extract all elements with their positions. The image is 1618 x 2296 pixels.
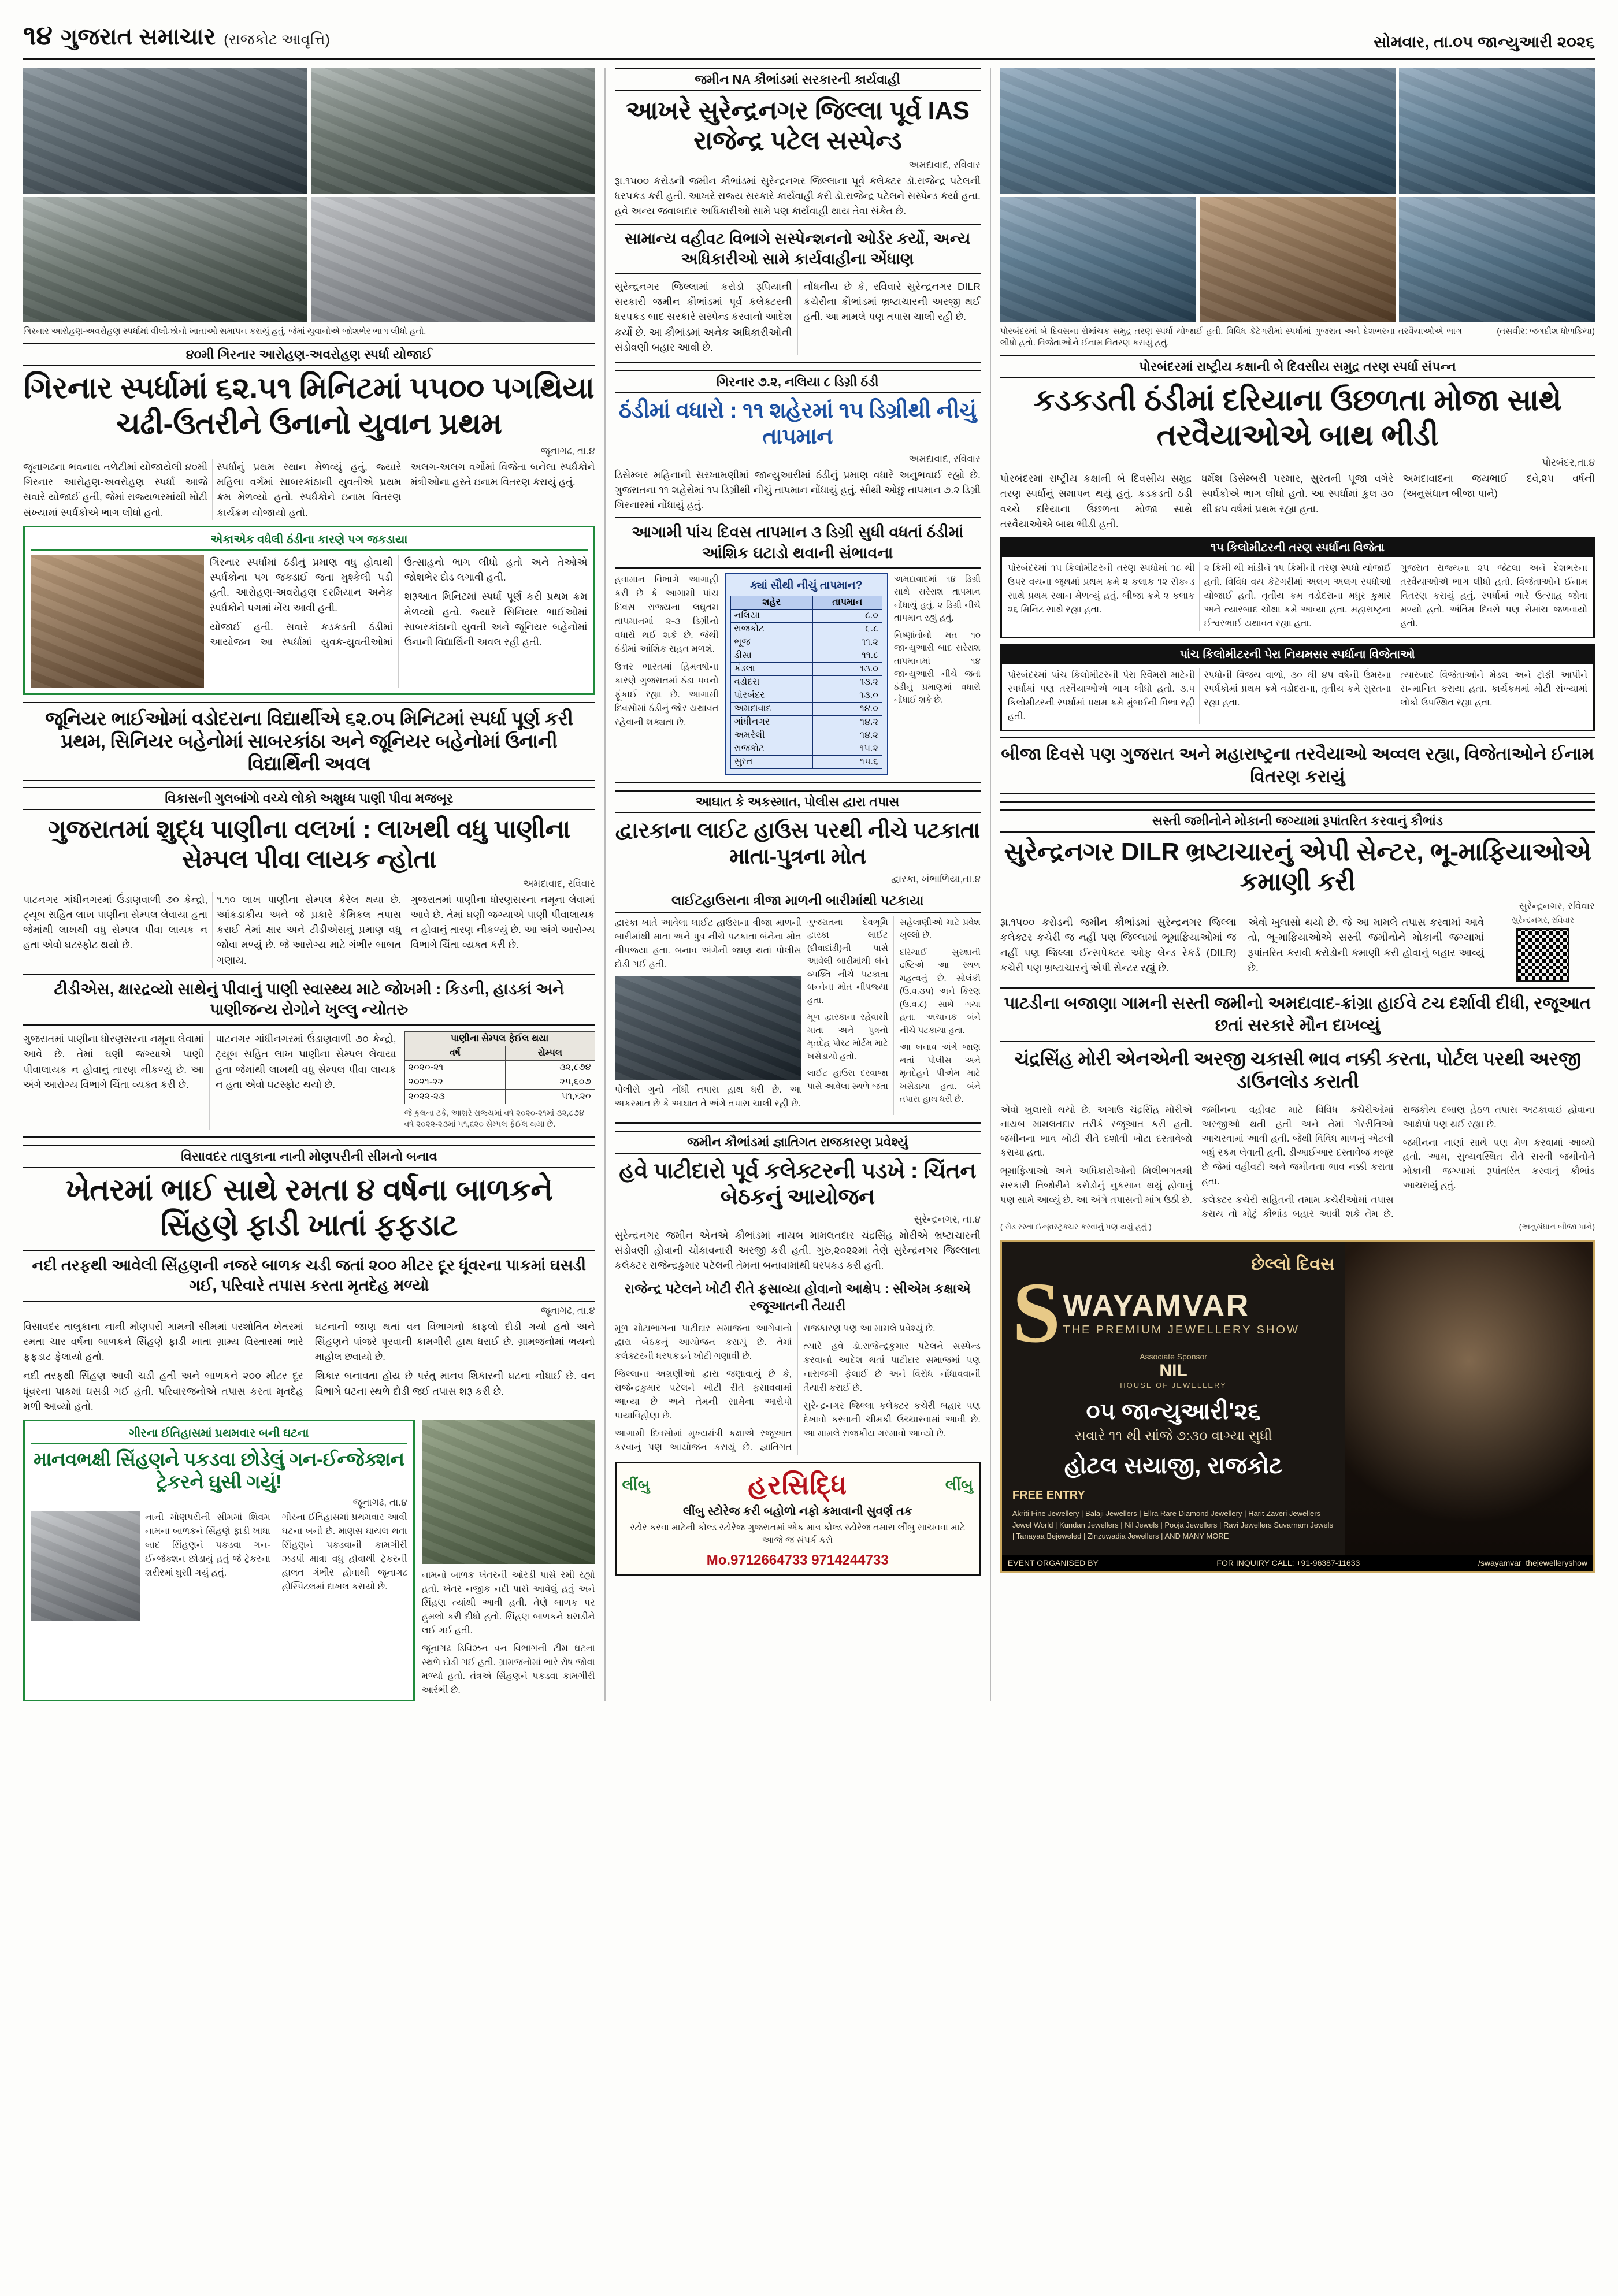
- patidar-body-2: [615, 1322, 981, 1455]
- photo-swimmer-portrait: [1200, 197, 1396, 322]
- lion-side-column: [422, 1420, 595, 1701]
- dwarka-kicker: આઘાત કે અકસ્માત, પોલીસ દ્વારા તપાસ: [615, 790, 981, 813]
- swim-kicker: પોરબંદરમાં રાષ્ટ્રીય કક્ષાની બે દિવસીય સમુદ્ર તરણ સ્પર્ધા સંપન્ન: [1000, 355, 1595, 378]
- dwarka-byline: દ્વારકા, ખંભાળિયા,તા.૪: [891, 874, 981, 885]
- temp-table: [730, 596, 882, 769]
- temp-row-1-city: રાજકોટ: [730, 623, 812, 636]
- lion-injection-para-1: નાની મોણપરીની સીમમાં શિવમ નામના બાળકને સિંહણે ફાડી ખાધા બાદ સિંહણને પકડવા ગન-ઈન્જેક્શન છોડાયું હતું જે ટ્રેકરના શરીરમાં ઘુસી ગયું હતું.: [145, 1513, 270, 1578]
- swayamvar-ad-social[interactable]: /swayamvar_thejewelleryshow: [1478, 1558, 1588, 1567]
- table-row: [730, 689, 882, 703]
- swim-winners-box-title: ૧૫ કિલોમીટરની તરણ સ્પર્ધાના વિજેતા: [1002, 539, 1593, 557]
- water-subhead: ટીડીએસ, ક્ષારદ્રવ્યો સાથેનું પીવાનું પાણી સ્વાસ્થ્ય માટે જોખમી : કિડની, હાડકાં અને પાણીજન્ય રોગોને ખુલ્લુ ન્યોતરુ: [23, 974, 595, 1026]
- table-row: [730, 636, 882, 649]
- temp-row-8-val: ૧૪.૨: [812, 716, 882, 729]
- na-subhead: સામાન્ય વહીવટ વિભાગે સસ્પેન્શનનો ઓર્ડર કર્યો, અન્ય અધિકારીઓ સામે કાર્યવાહીના એંધાણ: [615, 224, 981, 274]
- water-para-3: ગુજરાતમાં પાણીના ધોરણસરના નમૂના લેવામાં આવે છે. તેમાં ઘણી જગ્યાએ પાણી પીવાલાયક ન હોવાનું તારણ નીકળ્યું છે. આ અંગે આરોગ્ય વિભાગે ચિંતા વ્યક્ત કરી છે.: [410, 893, 595, 951]
- water-table-wrap: [404, 1031, 595, 1130]
- temp-th-city: શહેર: [730, 596, 812, 610]
- dwarka-side-5: આ બનાવ અંગે જાણ થતાં પોલીસ અને મૃતદેહને પીએમ માટે ખસેડાયા હતા. બંને તપાસ હાથ ધરી છે.: [899, 1042, 981, 1105]
- temp-row-1-val: ૯.૮: [812, 623, 882, 636]
- table-row: [730, 623, 882, 636]
- column-left: [23, 68, 595, 1701]
- photo-swimmers-group: [1399, 197, 1595, 322]
- lion-injection-byline: જૂનાગઢ, તા.૪: [352, 1497, 407, 1509]
- water-row-1-year: ૨૦૨૧-૨૨: [404, 1075, 506, 1090]
- swim-winners-box: [1000, 537, 1595, 638]
- dilr-subhead-2: ચંદ્રસિંહ મોરી એનએની અરજી ચકાસી ભાવ નક્કી કરતા, પોર્ટલ પરથી અરજી ડાઉનલોડ કરાતી: [1000, 1048, 1595, 1098]
- dilr-byline: સુરેન્દ્રનગર, રવિવાર: [1519, 901, 1595, 912]
- swayamvar-ad-brand-list: Akriti Fine Jewellery | Balaji Jewellers | Ellra Rare Diamond Jewellery | Harit Zaveri Jewellers Jewel World | Kundan Jewellers | Nil Jewels | Pooja Jewellers | Ravi Jewellers Suvarnam Jewels | Tanayaa Bejeweled | Zinzuwadia Jewellers | AND MANY MORE: [1012, 1509, 1334, 1541]
- swayamvar-ad-brand: WAYAMVAR: [1063, 1288, 1250, 1324]
- temp-row-0-val: ૮.૦: [812, 610, 882, 623]
- dilr-headline: સુરેન્દ્રનગર DILR ભ્રષ્ટાચારનું એપી સેન્ટર, ભૂ-માફિયાઓએ કમાણી કરી: [1004, 838, 1591, 897]
- swayamvar-ad-time: સવારે ૧૧ થી સાંજે ૭:૩૦ વાગ્યા સુધી: [1074, 1428, 1272, 1444]
- temp-para-1: ડિસેમ્બર મહિનાની સરખામણીમાં જાન્યુઆરીમાં ઠંડીનું પ્રમાણ વધારે અનુભવાઈ રહ્યો છે. ગુજરાતના ૧૧ શહેરોમાં ૧૫ ડિગ્રીથી નીચું તાપમાન નોંધાયું હતું. સૌથી ઓછુ તાપમાન ૭.૨ ડિગ્રી ગિરનારમાં નોંધાયું હતું.: [614, 469, 981, 511]
- cold-weather-para-2: યોજાઈ હતી. સવારે કડકડતી ઠંડીમાં આયોજન આ સ્પર્ધામાં યુવક-યુવતીઓમાં ઉત્સાહનો ભાગ લીધો હતો અને તેઓએ જોશભેર દોડ લગાવી હતી.: [210, 556, 588, 648]
- table-row: [730, 610, 882, 623]
- patidar-para-5: ત્યારે હવે ડૉ.રાજેન્દ્રકુમાર પટેલને સસ્પેન્ડ કરવાનો આદેશ થતાં પાટીદાર સમાજમાં પણ નારાજગી ફેલાઈ છે અને વિરોધ નોંધાવવાની તૈયારી કરાઈ છે.: [803, 1342, 981, 1394]
- temp-row-6-city: પોરબંદર: [730, 689, 812, 703]
- water-sample-table: [404, 1031, 595, 1104]
- dilr-subhead: પાટડીના બજાણા ગામની સસ્તી જમીનો અમદાવાદ-ક્રાંગ્રા હાઈવે ટચ દર્શાવી દીધી, રજૂઆત છતાં સરકારે મૌન દાખવ્યું: [1000, 987, 1595, 1042]
- water-kicker: વિકાસની ગુલબાંગો વચ્ચે લોકો અશુધ્ધ પાણી પીવા મજબૂર: [23, 787, 595, 810]
- dilr-para-3: એવો ખુલાસો થયો છે. અગાઉ ચંદ્રસિંહ મોરીએ નાયબ મામલતદાર તરીકે રજૂઆત કરી હતી. જમીનના ભાવ ખોટી રીતે દર્શાવી ખોટા દસ્તાવેજો કરાયા હતા.: [1000, 1105, 1193, 1158]
- para-swim-para-2: સ્પર્ધાની વિજય વાળો, ૩૦ થી ૪૫ વર્ષની ઉંમરના સ્પર્ધકોમાં પ્રથમ ક્રમે વડોદરાના, તૃતીય ક્રમે સુરતના રહ્યા હતા.: [1204, 670, 1391, 708]
- temp-kicker: ગિરનાર ૭.૨, નલિયા ૮ ડિગ્રી ઠંડી: [615, 370, 981, 393]
- swim-para-3: અમદાવાદના જયભાઈ દવે,૨૫ વર્ષની (અનુસંધાન બીજા પાને): [1402, 473, 1595, 500]
- temp-subhead: આગામી પાંચ દિવસ તાપમાન ૩ ડિગ્રી સુધી વધતાં ઠંડીમાં આંશિક ઘટાડો થવાની સંભાવના: [615, 517, 981, 568]
- patidar-headline: હવે પાટીદારો પૂર્વ કલેક્ટરની પડખે : ચિંતન બેઠકનું આયોજન: [619, 1158, 977, 1209]
- water-para-5: પાટનગર ગાંધીનગરમાં ઉંડાણવાળી ૭૦ કેન્દ્રો, ટ્યૂબ સહિત લાખ પાણીના સેમ્પલ લેવાયા હતા જેમાંથી લાખથી વધુ સેમ્પલ પીવા લાયક ન હતા એવો ઘટસ્ફોટ થયો છે.: [215, 1033, 396, 1090]
- water-row-1-val: ૨૫,૬૦૭: [506, 1075, 595, 1090]
- temp-table-title: ક્યાં સૌથી નીચું તાપમાન?: [750, 579, 863, 592]
- dwarka-headline: દ્વારકાના લાઈટ હાઉસ પરથી નીચે પટકાતા માતા-પુત્રના મોત: [615, 819, 980, 870]
- masthead: [23, 20, 1595, 60]
- lion-para-4: શિકાર બનાવતા હોય છે પરંતુ માનવ શિકારની ઘટના નોંધાઈ છે. વન વિભાગે ઘટના સ્થળે દોડી જઈ તપાસ શરૂ કરી છે.: [314, 1370, 595, 1397]
- cold-weather-para-3: શરૂઆત મિનિટમાં સ્પર્ધા પૂર્ણ કરી પ્રથમ ક્રમ મેળવ્યો હતો. જ્યારે સિનિયર ભાઈઓમાં સાબરકાંઠાની યુવતી અને જૂનિયર બહેનોમાં ઉનાની વિદ્યાર્થિની અવલ રહી હતી.: [404, 590, 588, 648]
- na-body: [615, 173, 981, 219]
- dilr-footer-note: ( રોડ રસ્તા ઈન્ફ્રાસ્ટ્રક્ચર કરવાનું પણ થયું હતું ): [1000, 1222, 1152, 1232]
- water-body-2: [23, 1031, 396, 1130]
- page-columns: [23, 68, 1595, 1701]
- lion-side-para-2: જૂનાગઢ ડિવિઝન વન વિભાગની ટીમ ઘટના સ્થળે દોડી ગઈ હતી. ગ્રામજનોમાં ભારે રોષ જોવા મળ્યો હતો. તંત્રએ સિંહણને પકડવા કામગીરી આરંભી છે.: [421, 1644, 595, 1696]
- dwarka-side-4: દરિયાઈ સુરક્ષાની દ્રષ્ટિએ આ સ્થળ મહત્વનું છે. સોલંકી (ઉ.વ.૩૫) અને કિરણ (ઉ.વ.૮) સાથે ગયા હતા. અચાનક બંને નીચે પટકાયા હતા.: [899, 947, 981, 1035]
- qr-code-icon[interactable]: [1516, 928, 1569, 982]
- water-table-note: જે કુલના ટકે, આશરે રાજ્યમાં વર્ષ ૨૦૨૦-૨૧માં ૩૨,૮૭૪ વર્ષ ૨૦૨૨-૨૩માં ૫૧,૬૨૦ સેમ્પલ ફેઈલ થયા છે.: [404, 1108, 584, 1128]
- cold-weather-box: [23, 526, 595, 695]
- na-para-2: સુરેન્દ્રનગર જિલ્લામાં કરોડો રૂપિયાની સરકારી જમીન કૌભાંડમાં પૂર્વ કલેક્ટરની ધરપકડ બાદ સરકારે સસ્પેન્ડ કરવાનો આદેશ કર્યો છે. આ કૌભાંડમાં અનેક અધિકારીઓની સંડોવણી બહાર આવી છે.: [614, 280, 792, 353]
- lion-subhead: નદી તરફથી આવેલી સિંહણની નજરે બાળક ચડી જતાં ૨૦૦ મીટર દૂર ધૂંવરના પાકમાં ઘસડી ગઈ, પરિવારે તપાસ કરતા મૃતદેહ મળ્યો: [23, 1250, 595, 1302]
- column-divider-1: [604, 68, 606, 1701]
- swim-para-2: ધર્મેશ ડિસેમ્બરી પરમાર, સુરતની પૂજા વગેરે સ્પર્ધકોએ ભાગ લીધો હતો. આ સ્પર્ધામાં કુલ ૩૦ થી ૪૫ વર્ષમાં પ્રથમ રહ્યા હતા.: [1201, 473, 1394, 515]
- patidar-para-2: મૂળ મોટાભાગના પાટીદાર સમાજના આગેવાનો દ્વારા બેઠકનું આયોજન કરાયું છે. તેમાં કલેક્ટરની ધરપકડને ખોટી ગણાવી છે.: [614, 1324, 792, 1362]
- swim-winners-para-3: ગુજરાત રાજ્યના ૨૫ જેટલા અને દેશભરના તરવૈયાઓએ ભાગ લીધો હતો. વિજેતાઓને ઈનામ વિતરણ કરાયું હતું. સ્પર્ધામાં ભારે ઉત્સાહ જોવા મળ્યો હતો. અંતિમ દિવસે પણ રોમાંચ જળવાયો હતો.: [1400, 563, 1588, 629]
- water-table-th-0: વર્ષ: [404, 1046, 506, 1061]
- table-row: [404, 1061, 595, 1075]
- swayamvar-ad-free-entry: FREE ENTRY: [1012, 1489, 1085, 1502]
- lion-injection-box: [23, 1420, 415, 1701]
- girnar-kicker: ૪૦મી ગિરનાર આરોહણ-અવરોહણ સ્પર્ધા યોજાઈ: [23, 343, 595, 366]
- dilr-body-2: [1000, 1103, 1595, 1221]
- temp-side-2: નિષ્ણાંતોનો મત ૧૦ જાન્યુઆરી બાદ સરેરાશ તાપમાનમાં ૧૪ જાન્યુઆરી નીચે જતાં ઠંડીનું પ્રમાણમાં વધારો નોંધાઈ શકે છે.: [893, 630, 981, 705]
- dilr-body: [1000, 915, 1484, 982]
- water-row-2-val: ૫૧,૬૨૦: [506, 1090, 595, 1104]
- temp-row-11-val: ૧૫.૬: [812, 756, 882, 769]
- girnar-headline: ગિરનાર સ્પર્ધામાં ૬૨.૫૧ મિનિટમાં ૫૫૦૦ પગથિયા ચઢી-ઉતરીને ઉનાનો યુવાન પ્રથમ: [24, 371, 595, 441]
- para-swim-box: [1000, 644, 1595, 731]
- temp-row-3-val: ૧૧.૮: [812, 649, 882, 663]
- page-number: ૧૪: [23, 20, 53, 50]
- water-para-1: પાટનગર ગાંધીનગરમાં ઉંડાણવાળી ૭૦ કેન્દ્રો, ટ્યૂબ સહિત લાખ પાણીના સેમ્પલ લેવાયા હતા જેમાંથી લાખથી વધુ સેમ્પલ પીવા લાયક ન હતા એવો ઘટસ્ફોટ થયો છે.: [23, 893, 208, 951]
- cold-weather-box-title: એકાએક વધેલી ઠંડીના કારણે પગ જકડાયા: [31, 533, 588, 551]
- dilr-qr-label: સુરેન્દ્રનગર, રવિવાર: [1511, 915, 1575, 925]
- table-row: [730, 649, 882, 663]
- dwarka-side-1: ગુજરાતના દેવભૂમિ દ્વારકા લાઈટ (દીવાદાંડી)ની પાસે આવેલી બારીમાંથી બંને વ્યક્તિ નીચે પટકાતા બન્નેના મોત નીપજ્યા હતા.: [807, 917, 888, 1005]
- temp-row-7-val: ૧૪.૦: [812, 703, 882, 716]
- dilr-para-5: જમીનના વહીવટ માટે વિવિધ કચેરીઓમાં અરજીઓ થતી હતી અને તેમાં ગેરરીતિઓ આચરવામાં આવી હતી. જેથી વિવિધ માળખું એટલી બધું રકમ લેવાતી હતી. ડીઆઈઆર દસ્તાવેજ મજૂર છે જેમાં વહીવટી અને જમીનના ભાવ નક્કી કરાતા હતા.: [1201, 1105, 1394, 1187]
- photo-sea-finish: [1000, 197, 1196, 322]
- swayamvar-ad-venue: હોટલ સયાજી, રાજકોટ: [1064, 1453, 1283, 1479]
- table-row: [404, 1075, 595, 1090]
- temp-side-1: અમદાવાદમાં ૧૪ ડિગ્રી સાથે સરેરાશ તાપમાન નોંધાયું હતું. ૨ ડિગ્રી નીચે તાપમાન રહ્યું હતું.: [893, 574, 981, 623]
- photo-girnar-ceremony: [311, 197, 595, 322]
- swayamvar-ad-assoc-sub: HOUSE OF JEWELLERY: [1120, 1381, 1227, 1390]
- na-para-3: નોંધનીય છે કે, રવિવારે સુરેન્દ્રનગર DILR કચેરીના કૌભાંડમાં ભ્રષ્ટાચારની અરજી થઈ હતી. આ મામલે પણ તપાસ ચાલી રહી છે.: [803, 280, 981, 323]
- swim-subhead: બીજા દિવસે પણ ગુજરાત અને મહારાષ્ટ્રના તરવૈયાઓ અવ્વલ રહ્યા, વિજેતાઓને ઈનામ વિતરણ કરાયું: [1000, 737, 1595, 794]
- water-row-0-val: ૩૨,૮૭૪: [506, 1061, 595, 1075]
- harsiddhi-ad-right-word: લીંબુ: [945, 1476, 973, 1494]
- dilr-continuation: (અનુસંધાન બીજા પાને): [1519, 1222, 1595, 1232]
- swim-para-1: પોરબંદરમાં રાષ્ટ્રીય કક્ષાની બે દિવસીય સમુદ્ર તરણ સ્પર્ધાનું સમાપન થયું હતું. કડકડતી ઠંડી વચ્ચે દરિયાના ઉછળતા મોજા સાથે તરવૈયાઓએ બાથ ભીડી હતી.: [1000, 473, 1193, 530]
- patidar-para-1: સુરેન્દ્રનગર જમીન એનએ કૌભાંડમાં નાયબ મામલતદાર ચંદ્રસિંહ મોરીએ ભ્રષ્ટાચારની સંડોવણી હોવાની ચોંકાવનારી અરજી કરી હતી. ગુરુ,૨૦૨૨માં તેણે સુરેન્દ્રનગર જિલ્લાના કલેક્ટર રાજેન્દ્રકુમાર પટેલની તેમના બનાવામાંથી ધરપકડ કરી હતી.: [614, 1229, 981, 1272]
- table-row: [730, 703, 882, 716]
- lion-headline: ખેતરમાં ભાઈ સાથે રમતા ૪ વર્ષના બાળકને સિંહણે ફાડી ખાતાં ફફડાટ: [65, 1173, 553, 1243]
- temp-row-8-city: ગાંધીનગર: [730, 716, 812, 729]
- swim-winners-para-1: પોરબંદરમાં ૧૫ કિલોમીટરની તરણ સ્પર્ધામાં ૧૮ થી ઉપર વયના જૂથમાં પ્રથમ ક્રમે ૨ કલાક ૧૨ સેકન્ડ સાથે પ્રથમ સ્થાન મેળવ્યું હતું. બીજા ક્રમે ૨ કલાક ૨૬ મિનિટ સાથે રહ્યા હતા.: [1007, 563, 1195, 615]
- photo-girnar-runners: [311, 68, 595, 194]
- photo-girnar-flags: [23, 68, 307, 194]
- lion-para-3: ઘટનાની જાણ થતાં વન વિભાગનો કાફલો દોડી ગયો હતો અને સિંહણને પાંજરે પૂરવાની કામગીરી હાથ ધરાઈ છે. ગ્રામજનોમાં ભયનો માહોલ છવાયો છે.: [314, 1320, 595, 1363]
- dwarka-para-2: પોલીસે ગુનો નોંધી તપાસ હાથ ધરી છે. આ અકસ્માત છે કે આઘાત તે અંગે તપાસ ચાલી રહી છે.: [614, 1084, 801, 1109]
- swayamvar-ad-footer: [1002, 1555, 1593, 1571]
- column-divider-2: [990, 68, 991, 1701]
- temp-para-2: હવામાન વિભાગે આગાહી કરી છે કે આગામી પાંચ દિવસ રાજ્યના લઘુતમ તાપમાનમાં ૨-૩ ડિગ્રીનો વધારો થઈ શકે છે. જેથી ઠંડીમાં આંશિક રાહત મળશે.: [614, 574, 719, 654]
- lion-injection-box-kicker: ગીરના ઈતિહાસમાં પ્રથમવાર બની ઘટના: [31, 1427, 407, 1444]
- dilr-para-2: એવો ખુલાસો થયો છે. જે આ મામલે તપાસ કરવામાં આવે તો, ભૂ-માફિયાઓએ સસ્તી જમીનોને મોકાની જગ્યામાં રૂપાંતરિત કરાવી કરોડોની કમાણી કરી હોવાનું બહાર આવ્યું છે.: [1248, 916, 1485, 974]
- table-row: [730, 729, 882, 742]
- temp-row-4-city: કંડલા: [730, 663, 812, 676]
- lion-para-2: નદી તરફથી સિંહણ આવી ચડી હતી અને બાળકને ૨૦૦ મીટર દૂર ધૂંવરના પાકમાં ઘસડી ગઈ હતી. પરિવારજનોએ તપાસ કરતા મૃતદેહ મળી આવ્યો હતો.: [23, 1370, 303, 1412]
- swayamvar-ad-left: [1002, 1242, 1345, 1555]
- water-headline: ગુજરાતમાં શુદ્ધ પાણીના વલખાં : લાખથી વધુ પાણીના સેમ્પલ પીવા લાયક ન્હોતા: [47, 815, 570, 874]
- swayamvar-ad-organiser: EVENT ORGANISED BY: [1007, 1558, 1099, 1567]
- girnar-photo-caption: ગિરનાર આરોહણ-અવરોહણ સ્પર્ધામાં વીલીઝોનો ખાતાઓ સમાપન કરાયું હતું, જેમાં યુવાનોએ જોશભેર ભાગ લીધો હતો.: [23, 326, 426, 336]
- water-row-2-year: ૨૦૨૨-૨૩: [404, 1090, 506, 1104]
- paper-title: ગુજરાત સમાચાર: [61, 24, 216, 50]
- temp-row-2-val: ૧૧.૨: [812, 636, 882, 649]
- harsiddhi-ad[interactable]: [615, 1462, 981, 1576]
- temp-row-3-city: ડીસા: [730, 649, 812, 663]
- water-row-0-year: ૨૦૨૦-૨૧: [404, 1061, 506, 1075]
- swayamvar-ad[interactable]: [1000, 1240, 1595, 1573]
- table-row: [730, 756, 882, 769]
- dwarka-side-3: લાઈટ હાઉસ દરવાજા પાસે આવેલા સ્થળે જતા સહેલાણીઓ માટે પ્રવેશ ખુલ્લો છે.: [807, 917, 981, 1091]
- patidar-para-6: સુરેન્દ્રનગર જિલ્લા કલેક્ટર કચેરી બહાર પણ દેખાવો કરવાની ચીમકી ઉચ્ચારવામાં આવી છે. આ મામલે રાજકીય ગરમાવો આવ્યો છે.: [803, 1401, 981, 1439]
- patidar-para-4: આગામી દિવસોમાં મુખ્યમંત્રી કક્ષાએ રજૂઆત કરવાનું પણ આયોજન કરાયું છે. જ્ઞાતિગત રાજકારણ પણ આ મામલે પ્રવેશ્યું છે.: [614, 1324, 936, 1453]
- photo-girnar-race: [23, 197, 307, 322]
- issue-date: સોમવાર, તા.૦૫ જાન્યુઆરી ૨૦૨૬: [1374, 33, 1595, 51]
- temp-row-7-city: અમદાવાદ: [730, 703, 812, 716]
- temp-body-left: [615, 573, 719, 775]
- temp-table-box: [725, 573, 888, 775]
- edition-label: (રાજકોટ આવૃત્તિ): [224, 31, 331, 48]
- photo-injured-tracker: [31, 1511, 140, 1621]
- column-right: [1000, 68, 1595, 1573]
- harsiddhi-ad-sub: લીંબુ સ્ટોરેજ કરી બહોળો નફો કમાવાની સુવર્ણ તક: [682, 1505, 912, 1518]
- dilr-para-6: કલેક્ટર કચેરી સહિતની તમામ કચેરીઓમાં તપાસ કરાય તો મોટું કૌભાંડ બહાર આવી શકે તેમ છે. રાજકીય દબાણ હેઠળ તપાસ અટકાવાઈ હોવાના આક્ષેપો પણ થઈ રહ્યા છે.: [1201, 1105, 1595, 1220]
- temp-row-4-val: ૧૩.૦: [812, 663, 882, 676]
- na-byline: અમદાવાદ, રવિવાર: [908, 159, 981, 170]
- lion-side-para-1: નામનો બાળક ખેતરની ઓરડી પાસે રમી રહ્યો હતો. ખેતર નજીક નદી પાસે આવેલું હતું અને સિંહણ ત્યાંથી આવી હતી. તેણે બાળક પર હુમલો કરી દીધો હતો. સિંહણ બાળકને ઘસડીને લઈ ગઈ હતી.: [421, 1570, 595, 1636]
- na-kicker: જમીન NA કૌભાંડમાં સરકારની કાર્યવાહી: [615, 68, 981, 91]
- swim-photo-collage: [1000, 68, 1595, 322]
- dwarka-right: [807, 916, 981, 1115]
- patidar-para-3: જિલ્લાના અગ્રણીઓ દ્વારા જણાવાયું છે કે, રાજેન્દ્રકુમાર પટેલને ખોટી રીતે ફસાવવામાં આવ્યા છે અને તેમની સામેના આરોપો પાયાવિહોણા છે.: [614, 1369, 792, 1421]
- swim-body: [1000, 471, 1595, 532]
- cold-weather-para-1: ગિરનાર સ્પર્ધામાં ઠંડીનું પ્રમાણ વધુ હોવાથી સ્પર્ધકોના પગ જકડાઈ જતા મુશ્કેલી પડી હતી. આરોહણ-અવરોહણ દરમિયાન અનેક સ્પર્ધકોને પગમાં ખેંચ આવી હતી.: [210, 556, 393, 614]
- na-para-1: રૂા.૧૫૦૦ કરોડની જમીન કૌભાંડમાં સુરેન્દ્રનગર જિલ્લાના પૂર્વ કલેક્ટર ડૉ.રાજેન્દ્ર પટેલની ધરપકડ કરી હતી. આખરે રાજ્ય સરકારે કાર્યવાહી કરી ડૉ.રાજેન્દ્ર પટેલને સસ્પેન્ડ કર્યા હતા. હવે અન્ય જવાબદાર અધિકારીઓ સામે પણ કાર્યવાહી થાય તેવા સંકેત છે.: [614, 174, 981, 217]
- swayamvar-ad-assoc-label: Associate Sponsor: [1140, 1352, 1207, 1362]
- swayamvar-ad-model-photo: [1345, 1242, 1593, 1555]
- dwarka-left: [615, 916, 801, 1115]
- swayamvar-ad-inquiry[interactable]: FOR INQUIRY CALL: +91-96387-11633: [1216, 1558, 1360, 1567]
- patidar-kicker: જમીન કૌભાંડમાં જ્ઞાતિગત રાજકારણ પ્રવેશ્યું: [615, 1131, 981, 1154]
- swim-byline: પોરબંદર,તા.૪: [1542, 457, 1595, 469]
- dilr-kicker: સસ્તી જમીનોને મોકાની જગ્યામાં રૂપાંતરિત કરવાનું કૌભાંડ: [1000, 809, 1595, 833]
- swayamvar-ad-date: ૦૫ જાન્યુઆરી'૨૬: [1086, 1399, 1261, 1425]
- lion-byline: જૂનાગઢ, તા.૪: [540, 1305, 595, 1316]
- lion-injection-para-2: ગીરના ઈતિહાસમાં પ્રથમવાર આવી ઘટના બની છે. માણસ ઘાયલ થતા સિંહણને પકડવાની કામગીરી ઝડપી માત્રા વધુ હોવાથી ટ્રેકરની હાલત ગંભીર હોવાથી જૂનાગઢ હોસ્પિટલમાં દાખલ કરાયો છે.: [281, 1513, 407, 1592]
- temp-row-0-city: નલિયા: [730, 610, 812, 623]
- temp-row-5-val: ૧૩.૨: [812, 676, 882, 689]
- table-row: [730, 742, 882, 756]
- temp-row-5-city: વડોદરા: [730, 676, 812, 689]
- temp-row-10-val: ૧૫.૨: [812, 742, 882, 756]
- water-para-4: ગુજરાતમાં પાણીના ધોરણસરના નમૂના લેવામાં આવે છે. તેમાં ઘણી જગ્યાએ પાણી પીવાલાયક ન હોવાનું તારણ નીકળ્યું છે. આ અંગે આરોગ્ય વિભાગે ચિંતા વ્યક્ત કરી છે.: [23, 1033, 204, 1090]
- temp-row-6-val: ૧૩.૦: [812, 689, 882, 703]
- na-headline: આખરે સુરેન્દ્રનગર જિલ્લા પૂર્વ IAS રાજેન્દ્ર પટેલ સસ્પેન્ડ: [625, 96, 970, 155]
- temp-row-2-city: ભૂજ: [730, 636, 812, 649]
- patidar-subhead: રાજેન્દ્ર પટેલને ખોટી રીતે ફસાવ્યા હોવાનો આક્ષેપ : સીએમ કક્ષાએ રજૂઆતની તૈયારી: [615, 1277, 981, 1318]
- swayamvar-ad-logo-s: S: [1012, 1265, 1061, 1361]
- girnar-body: [23, 459, 595, 520]
- dilr-para-4: ભૂમાફિયાઓ અને અધિકારીઓની મિલીભગતથી સરકારી તિજોરીને કરોડોનું નુકસાન થયું હોવાનું પણ સામે આવ્યું છે. આ અંગે તપાસની માંગ ઉઠી છે.: [1000, 1166, 1193, 1205]
- lion-kicker: વિસાવદર તાલુકાના નાની મોણપરીની સીમનો બનાવ: [23, 1145, 595, 1168]
- temp-para-3: ઉત્તર ભારતમાં હિમવર્ષાના કારણે ગુજરાતમાં ઠંડા પવનો ફૂંકાઈ રહ્યા છે. આગામી દિવસોમાં ઠંડીનું જોર યથાવત રહેવાની શક્યતા છે.: [614, 662, 719, 727]
- girnar-photo-collage: [23, 68, 595, 322]
- harsiddhi-ad-title: હરસિદ્ધિ: [748, 1470, 848, 1500]
- lion-body: [23, 1319, 595, 1414]
- swim-winners-para-2: ૨ કિમી થી માંડીને ૧૫ કિમીની તરણ સ્પર્ધા યોજાઈ હતી. વિવિધ વય કેટેગરીમાં અલગ અલગ સ્પર્ધાઓ યોજાઈ હતી. તૃતીય ક્રમ વડોદરાના મધુર કુમાર અને ત્યારબાદ ચોથા ક્રમે આવ્યા હતા. મહારાષ્ટ્રના ઈશ્વરભાઈ યથાવત રહ્યા હતા.: [1204, 563, 1391, 629]
- water-byline: અમદાવાદ, રવિવાર: [523, 878, 595, 889]
- photo-sea-swim-start: [1000, 68, 1396, 194]
- temp-row-9-city: અમરેલી: [730, 729, 812, 742]
- table-row: [730, 676, 882, 689]
- temp-body: [615, 467, 981, 513]
- water-table-title: પાણીના સેમ્પલ ફેઈલ થયા: [404, 1032, 595, 1046]
- lion-injection-headline: માનવભક્ષી સિંહણને પકડવા છોડેલું ગન-ઈન્જેક્શન ટ્રેકરને ઘુસી ગયું!: [34, 1448, 404, 1493]
- temp-row-9-val: ૧૪.૨: [812, 729, 882, 742]
- dwarka-para-1: દ્વારકા ખાતે આવેલા લાઈટ હાઉસના ત્રીજા માળની બારીમાંથી માતા અને પુત્ર નીચે પટકાતા બંનેના મોત નીપજ્યા હતા. બનાવ અંગેની જાણ થતાં પોલીસ દોડી ગઈ હતી.: [614, 917, 801, 969]
- lion-para-1: વિસાવદર તાલુકાના નાની મોણપરી ગામની સીમમાં પરશોતિત ખેતરમાં રમતા ચાર વર્ષના બાળકને સિંહણે ફાડી ખાતા ગ્રામ્ય વિસ્તારમાં ભારે ફફડાટ ફેલાયો હતો.: [23, 1320, 303, 1363]
- na-body-2: [615, 279, 981, 355]
- temp-byline: અમદાવાદ, રવિવાર: [908, 453, 981, 465]
- swim-headline: કડકડતી ઠંડીમાં દરિયાના ઉછળતા મોજા સાથે તરવૈયાઓએ બાથ ભીડી: [1033, 383, 1562, 452]
- para-swim-box-title: પાંચ કિલોમીટરની પેરા નિયમસર સ્પર્ધાના વિજેતાઓ: [1002, 646, 1593, 664]
- photo-lioness-field: [422, 1420, 595, 1564]
- temp-row-10-city: રાજકોટ: [730, 742, 812, 756]
- swayamvar-ad-assoc-name: NIL: [1159, 1361, 1187, 1381]
- para-swim-para-3: ત્યારબાદ વિજેતાઓને મેડલ અને ટ્રોફી આપીને સન્માનિત કરાયા હતા. કાર્યક્રમમાં મોટી સંખ્યામાં લોકો ઉપસ્થિત રહ્યા હતા.: [1400, 670, 1588, 708]
- dilr-para-7: જમીનના નાણાં સાથે પણ મેળ કરવામાં આવ્યો હતો. આમ, સુવ્યવસ્થિત રીતે સસ્તી જમીનોને મોકાની જગ્યામાં રૂપાંતરિત કરવાનું કૌભાંડ આચરાયું હતું.: [1402, 1137, 1595, 1191]
- harsiddhi-ad-left-word: લીંબુ: [622, 1476, 650, 1494]
- girnar-para-1: જૂનાગઢના ભવનાથ તળેટીમાં યોજાયેલી ૪૦મી ગિરનાર આરોહણ-અવરોહણ સ્પર્ધા આજે સવારે યોજાઈ હતી, જેમાં રાજ્યભરમાંથી મોટી સંખ્યામાં સ્પર્ધકોએ ભાગ લીધો હતો.: [23, 460, 208, 518]
- table-row: [730, 716, 882, 729]
- photo-cold-weather: [31, 555, 204, 688]
- girnar-subheadline: જૂનિયર ભાઈઓમાં વડોદરાના વિદ્યાર્થીએ ૬૨.૦૫ મિનિટમાં સ્પર્ધા પૂર્ણ કરી પ્રથમ, સિનિયર બહેનોમાં સાબરકાંઠા અને જૂનિયર બહેનોમાં ઉનાની વિદ્યાર્થિની અવલ: [23, 702, 595, 781]
- dilr-qr-wrap: [1491, 915, 1595, 982]
- table-row: [404, 1090, 595, 1104]
- patidar-body: [615, 1228, 981, 1273]
- harsiddhi-ad-phone[interactable]: Mo.9712664733 9714244733: [706, 1552, 889, 1568]
- water-para-2: ૧.૧૦ લાખ પાણીના સેમ્પલ કેરેલ થયા છે. આંકડાકીય અને જે પ્રકારે કેમિકલ તપાસ કરાઈ તેમાં ક્ષાર અને ટીડીએસનું પ્રમાણ વધુ જોવા મળ્યું છે. જે આરોગ્ય માટે ગંભીર બાબત ગણાય.: [217, 893, 402, 966]
- column-middle: [615, 68, 981, 1576]
- girnar-para-2: સ્પર્ધાનું પ્રથમ સ્થાન મેળવ્યું હતું, જ્યારે મહિલા વર્ગમાં સાબરકાંઠાની યુવતીએ પ્રથમ ક્રમ મેળવ્યો હતો. સ્પર્ધકોને ઇનામ વિતરણ કાર્યક્રમ યોજાયો હતો.: [217, 460, 402, 518]
- temp-headline: ઠંડીમાં વધારો : ૧૧ શહેરમાં ૧૫ ડિગ્રીથી નીચું તાપમાન: [618, 399, 977, 449]
- dwarka-side-2: મૂળ દ્વારકાના રહેવાસી માતા અને પુત્રનો મૃતદેહ પોસ્ટ મોર્ટમ માટે ખસેડાયો હતો.: [807, 1012, 888, 1061]
- dwarka-subhead: લાઈટહાઉસના ત્રીજા માળની બારીમાંથી પટકાયા: [615, 889, 981, 913]
- photo-lighthouse: [615, 976, 801, 1080]
- table-row: [730, 663, 882, 676]
- dilr-para-1: રૂા.૧૫૦૦ કરોડની જમીન કૌભાંડમાં સુરેન્દ્રનગર જિલ્લા કલેક્ટર કચેરી જ નહીં પણ જિલ્લામાં ભૂમાફિયાઓમાં જ નહીં પણ જિલ્લા ઈન્સપેક્ટર ઓફ લેન્ડ રેકર્ડ (DILR) કચેરી પણ ભ્રષ્ટાચારનું એપી સેન્ટર રહ્યું છે.: [1000, 916, 1237, 974]
- swim-photo-credit: (તસવીર: જગદીશ ધોળકિયા): [1497, 326, 1595, 336]
- masthead-left: [23, 20, 330, 52]
- harsiddhi-ad-line: સ્ટોર કરવા માટેની કોલ્ડ સ્ટોરેજ ગુજરાતમાં એક માત્ર કોલ્ડ સ્ટોરેજ તમારા લીંબુ સાચવવા માટે આજે જ સંપર્ક કરો: [630, 1523, 965, 1546]
- temp-th-val: તાપમાન: [812, 596, 882, 610]
- swim-photo-caption: પોરબંદરમાં બે દિવસના રોમાંચક સમુદ્ર તરણ સ્પર્ધા યોજાઈ હતી. વિવિધ કેટેગરીમાં સ્પર્ધામાં ગુજરાત અને દેશભરના તરવૈયાઓએ ભાગ લીધો હતો. વિજેતાઓને ઈનામ વિતરણ કરાયું હતું.: [1000, 326, 1463, 348]
- swayamvar-ad-lastday: છેલ્લો દિવસ: [1251, 1255, 1335, 1275]
- temp-row-11-city: સુરત: [730, 756, 812, 769]
- water-body: [23, 892, 595, 968]
- girnar-byline: જૂનાગઢ, તા.૪: [540, 445, 595, 456]
- photo-sea-swim-crowd: [1399, 68, 1595, 194]
- patidar-byline: સુરેન્દ્રનગર, તા.૪: [914, 1213, 981, 1225]
- para-swim-para-1: પોરબંદરમાં પાંચ કિલોમીટરની પેરા સ્વિમર્સ માટેની સ્પર્ધામાં પણ તરવૈયાઓએ ભાગ લીધો હતો. ૩.૫ કિલોમીટરની સ્પર્ધામાં પ્રથમ ક્રમે મુંબઈની વિભા રહી હતી.: [1007, 670, 1195, 722]
- temp-body-right: [894, 573, 981, 775]
- water-table-th-1: સેમ્પલ: [506, 1046, 595, 1061]
- girnar-para-3: અલગ-અલગ વર્ગોમાં વિજેતા બનેલા સ્પર્ધકોને મંત્રીઓના હસ્તે ઇનામ વિતરણ કરાયું હતું.: [410, 460, 595, 488]
- swayamvar-ad-tagline: THE PREMIUM JEWELLERY SHOW: [1063, 1324, 1300, 1337]
